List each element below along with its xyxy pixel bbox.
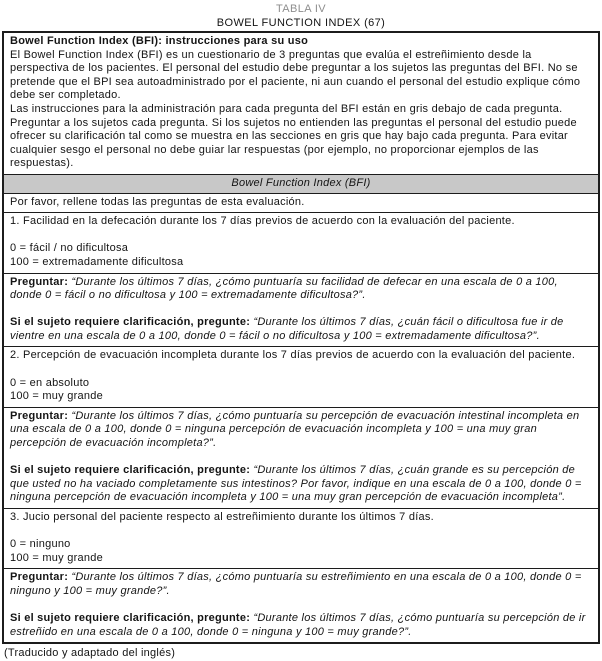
instructions-paragraph-2: Las instrucciones para la administración para cada pregunta del BFI están en gris debajo de cada pregunta. Preguntar a los sujetos cada pregunta. Si los sujetos no entienden las preguntas el personal del estudio puede ofrecer su clarificación tal como se muestra en las secciones en gris que hay bajo cada pregunta. Para evitar cualquier sesgo el personal no debe guiar lar respuestas (por ejemplo, no proporcionar ejemplos de las respuestas). — [10, 102, 577, 170]
question-2-clarify-label: Si el sujeto requiere clarificación, pregunte: — [10, 464, 251, 477]
question-3-statement: 3. Jucio personal del paciente respecto al estreñimiento durante los últimos 7 días. — [10, 511, 434, 523]
question-3-scale-high: 100 = muy grande — [10, 551, 103, 564]
question-3-clarify — [10, 612, 592, 639]
question-3-ask — [10, 571, 592, 598]
fill-note-row — [4, 193, 598, 213]
question-1-statement: 1. Facilidad en la defecación durante los 7 días previos de acuerdo con la evaluación del paciente. — [10, 215, 515, 228]
table-caption — [0, 0, 602, 30]
question-1-ask-label: Preguntar: — [10, 275, 69, 288]
question-1-clarify-label: Si el sujeto requiere clarificación, pregunte: — [10, 316, 251, 329]
section-header-title: Bowel Function Index (BFI) — [231, 176, 371, 189]
question-1-row — [4, 212, 598, 272]
fill-note-text: Por favor, rellene todas las preguntas de esta evaluación. — [10, 195, 305, 208]
question-1-clarify-text: “Durante los últimos 7 días, ¿cuán fácil o dificultosa fue ir de vientre en una escala de 0 a 100, donde 0 = fácil o no dificultosa y 100 = extremadamente dificultosa?”. — [10, 316, 564, 342]
question-2-interviewer-row — [4, 407, 598, 508]
question-2-statement: 2. Percepción de evacuación incompleta durante los 7 días previos de acuerdo con la evaluación del paciente. — [10, 349, 576, 362]
question-3-ask-text: “Durante los últimos 7 días, ¿cómo puntuaría su estreñimiento en una escala de 0 a 100, donde 0 = ninguno y 100 = muy grande?”. — [10, 571, 582, 597]
question-2-ask — [10, 410, 592, 451]
instructions-paragraph-1: El Bowel Function Index (BFI) es un cuestionario de 3 preguntas que evalúa el estreñimiento desde la perspectiva de los pacientes. El personal del estudio debe preguntar a los sujetos las preguntas del BFI. No se pretende que el BPI sea autoadministrado por el paciente, ni aun cuando el personal del estudio explique cómo debe ser completado. — [10, 48, 581, 102]
section-header-band — [4, 174, 598, 193]
question-3-row — [4, 508, 598, 568]
instructions-heading: Bowel Function Index (BFI): instrucciones para su uso — [10, 35, 309, 47]
question-3-scale-low: 0 = ninguno — [10, 538, 71, 551]
question-2-clarify — [10, 464, 592, 505]
instructions-row — [4, 33, 598, 174]
question-1-scale-low: 0 = fácil / no dificultosa — [10, 242, 129, 255]
question-2-row — [4, 346, 598, 406]
question-1-interviewer-row — [4, 273, 598, 347]
question-3-interviewer-row — [4, 568, 598, 642]
bfi-table — [2, 31, 600, 644]
question-1-clarify — [10, 316, 592, 343]
table-title: BOWEL FUNCTION INDEX (67) — [216, 16, 386, 29]
question-2-scale-high: 100 = muy grande — [10, 390, 103, 403]
question-2-clarify-text: “Durante los últimos 7 días, ¿cuán grande es su percepción de que usted no ha vaciado completamente sus intestinos? Por favor, indique en una escala de 0 a 100, donde 0 = ninguna percepción de evacuación incompleta y 100 = una muy gran percepción de evacuación incompleta”. — [10, 464, 582, 504]
question-3-clarify-label: Si el sujeto requiere clarificación, pregunte: — [10, 612, 251, 625]
question-2-ask-text: “Durante los últimos 7 días, ¿cómo puntuaría su percepción de evacuación intestinal incompleta en una escala de 0 a 100, donde 0 = ninguna percepción de evacuación incompleta y 100 = una muy gran percepción de evacuación incompleta?”. — [10, 409, 580, 450]
question-2-scale-low: 0 = en absoluto — [10, 376, 90, 389]
question-3-ask-label: Preguntar: — [10, 571, 69, 584]
question-1-ask — [10, 276, 592, 303]
question-2-ask-label: Preguntar: — [10, 409, 69, 422]
question-3-clarify-text: “Durante los últimos 7 días, ¿cómo puntuaría su percepción de ir estreñido en una escala de 0 a 100, donde 0 = ninguna y 100 = muy grande?”. — [10, 612, 586, 638]
question-1-scale-high: 100 = extremadamente dificultosa — [10, 255, 184, 268]
question-1-ask-text: “Durante los últimos 7 días, ¿cómo puntuaría su facilidad de defecar en una escala de 0 a 100, donde 0 = fácil o no dificultosa y 100 = extremadamente dificultosa?”. — [10, 275, 558, 302]
footnote: (Traducido y adaptado del inglés) — [4, 647, 176, 660]
table-number: TABLA IV — [275, 3, 327, 15]
